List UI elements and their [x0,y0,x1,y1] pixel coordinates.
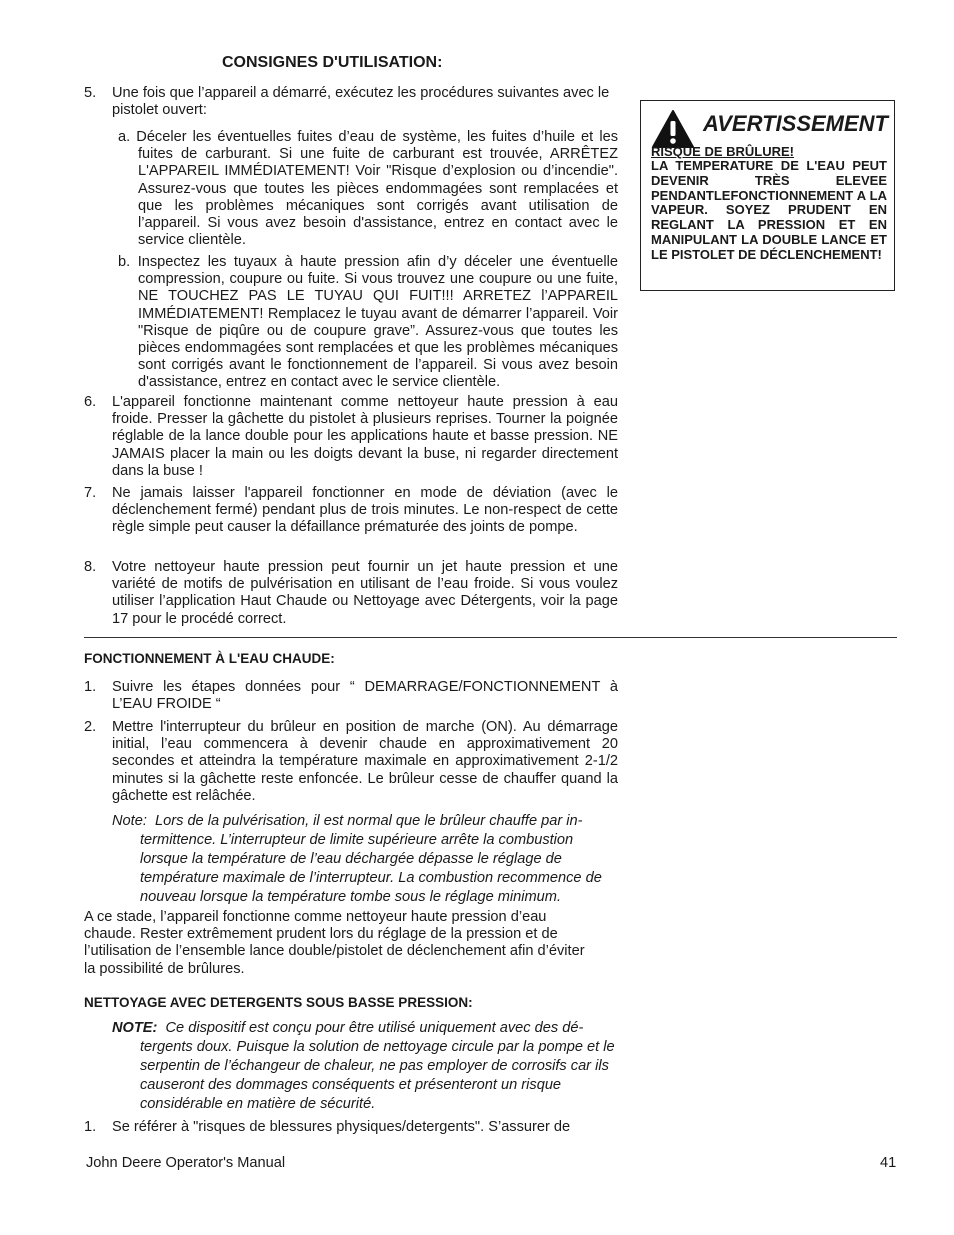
list-text: Suivre les étapes données pour “ DEMARRAGE/FONCTIONNEMENT à L’EAU FROIDE “ [112,679,618,713]
section-heading-hot-water: FONCTIONNEMENT À L'EAU CHAUDE: [84,651,335,666]
note-burner [112,812,618,907]
warning-subtitle: RISQUE DE BRÛLURE! [651,144,795,159]
note-text: Lors de la pulvérisation, il est normal que le brûleur chauffe par intermittence. L’interrupteur de limite supérieure arrête la combustion lorsque la température de l’eau déchargée dépasse le réglage de température maximale de l’interrupteur. La combustion recommence de nouveau lorsque la température tombe sous le réglage minimum. [140,813,602,905]
list-number: 8. [84,559,97,575]
list-text: Se référer à "risques de blessures physiques/detergents". S’assurer de [112,1119,571,1135]
sub-item-b [118,254,618,392]
list-item-7 [84,485,618,537]
list-item-1 [84,679,618,713]
list-text: Ne jamais laisser l'appareil fonctionner en mode de déviation (avec le déclenchement fermé) pendant plus de trois minutes. Le non-respect de cette règle simple peut causer la défaillance prématurée des joints de pompe. [112,485,618,536]
list-text: Votre nettoyeur haute pression peut fournir un jet haute pression et une variété de motifs de pulvérisation en utilisant de l’eau froide. Si vous voulez utiliser l’application Haut Chaude ou Nettoyage avec Détergents, voir la page 17 pour le procédé correct. [112,559,618,627]
list-item-6 [84,394,618,480]
list-item-5 [84,85,618,119]
section-divider [84,637,897,638]
list-text: Mettre l'interrupteur du brûleur en position de marche (ON). Au démarrage initial, l’eau commencera à devenir chaude en approximativement 20 secondes et atteindra la température maximale en approximativement 2-1/2 minutes si la gâchette reste enfoncée. Le brûleur cesse de chauffer quand la gâchette est relâchée. [112,719,618,804]
list-text: L'appareil fonctionne maintenant comme nettoyeur haute pression à eau froide. Presser la gâchette du pistolet à plusieurs reprises. Tourner la poignée réglable de la lance double pour les applications haute et basse pression. NE JAMAIS placer la main ou les doigts devant la buse, ni regarder directement dans la buse ! [112,394,618,479]
note-detergent [112,1019,618,1114]
sub-item-text: b. Inspectez les tuyaux à haute pression afin d’y déceler une éventuelle compression, coupure ou fuite. Si vous trouvez une coupure ou une fuite, NE TOUCHEZ PAS LE TUYAU QUI FUIT!!! ARRETEZ l’APPAREIL IMMÉDIATEMENT! Remplacez le tuyau avant de démarrer l’appareil. Voir "Risque de piqûre ou de coupure grave”. Assurez-vous que toutes les pièces endommagées sont remplacées et que les problèmes mécaniques sont corrigés avant le fonctionnement de l’appareil. Si vous avez besoin d'assistance, entrez en contact avec le service clientèle. [118,254,618,391]
note-label: Note: [112,813,147,829]
list-number: 2. [84,719,97,735]
list-number: 5. [84,85,97,101]
warning-box [640,100,895,291]
list-item-8 [84,559,618,628]
footer-manual-title: John Deere Operator's Manual [86,1155,286,1171]
warning-title: AVERTISSEMENT [703,111,888,136]
closing-paragraph: A ce stade, l’appareil fonctionne comme nettoyeur haute pression d’eau chaude. Rester extrêmement prudent lors du réglage de la pression et de l’utilisation de l’ensemble lance double/pistolet de déclenchement afin d’éviter la possibilité de brûlures. [84,909,585,977]
warning-triangle-icon [651,109,695,149]
list-text: Une fois que l’appareil a démarré, exécutez les procédures suivantes avec le pistolet ouvert: [112,85,610,119]
sub-item-text: a. Déceler les éventuelles fuites d’eau de système, les fuites d’huile et les fuites de carburant. Si une fuite de carburant est trouvée, ARRÊTEZ L'APPAREIL IMMÉDIATEMENT! Voir "Risque d’explosion ou d’incendie". Assurez-vous que toutes les pièces endommagées sont remplacées et que les problèmes mécaniques sont corrigés avant utilisation de l’appareil. Si vous avez besoin d'assistance, entrez en contact avec le service clientèle. [118,129,618,249]
section-heading-detergent: NETTOYAGE AVEC DETERGENTS SOUS BASSE PRESSION: [84,995,473,1010]
note-label: NOTE: [112,1020,158,1036]
list-number: 1. [84,1119,97,1135]
section-heading-usage: CONSIGNES D'UTILISATION: [222,54,443,71]
list-item-1-detergent [84,1119,618,1136]
list-number: 1. [84,679,97,695]
list-number: 7. [84,485,97,501]
sub-item-a [118,129,618,249]
warning-body: LA TEMPERATURE DE L'EAU PEUT DEVENIR TRÈS ELEVEE PENDANTLEFONCTIONNEMENT A LA VAPEUR. SOYEZ PRUDENT EN REGLANT LA PRESSION ET EN MANIPULANT LA DOUBLE LANCE ET LE PISTOLET DE DÉCLENCHEMENT! [651,158,887,262]
list-number: 6. [84,394,97,410]
page-number: 41 [880,1155,897,1171]
note-text: Ce dispositif est conçu pour être utilisé uniquement avec des détergents doux. Puisque la solution de nettoyage circule par la pompe et le serpentin de l’échangeur de chaleur, ne pas employer de corrosifs car ils causeront des dommages conséquents et présenteront un risque considérable en matière de sécurité. [140,1020,615,1112]
list-item-2 [84,719,618,805]
